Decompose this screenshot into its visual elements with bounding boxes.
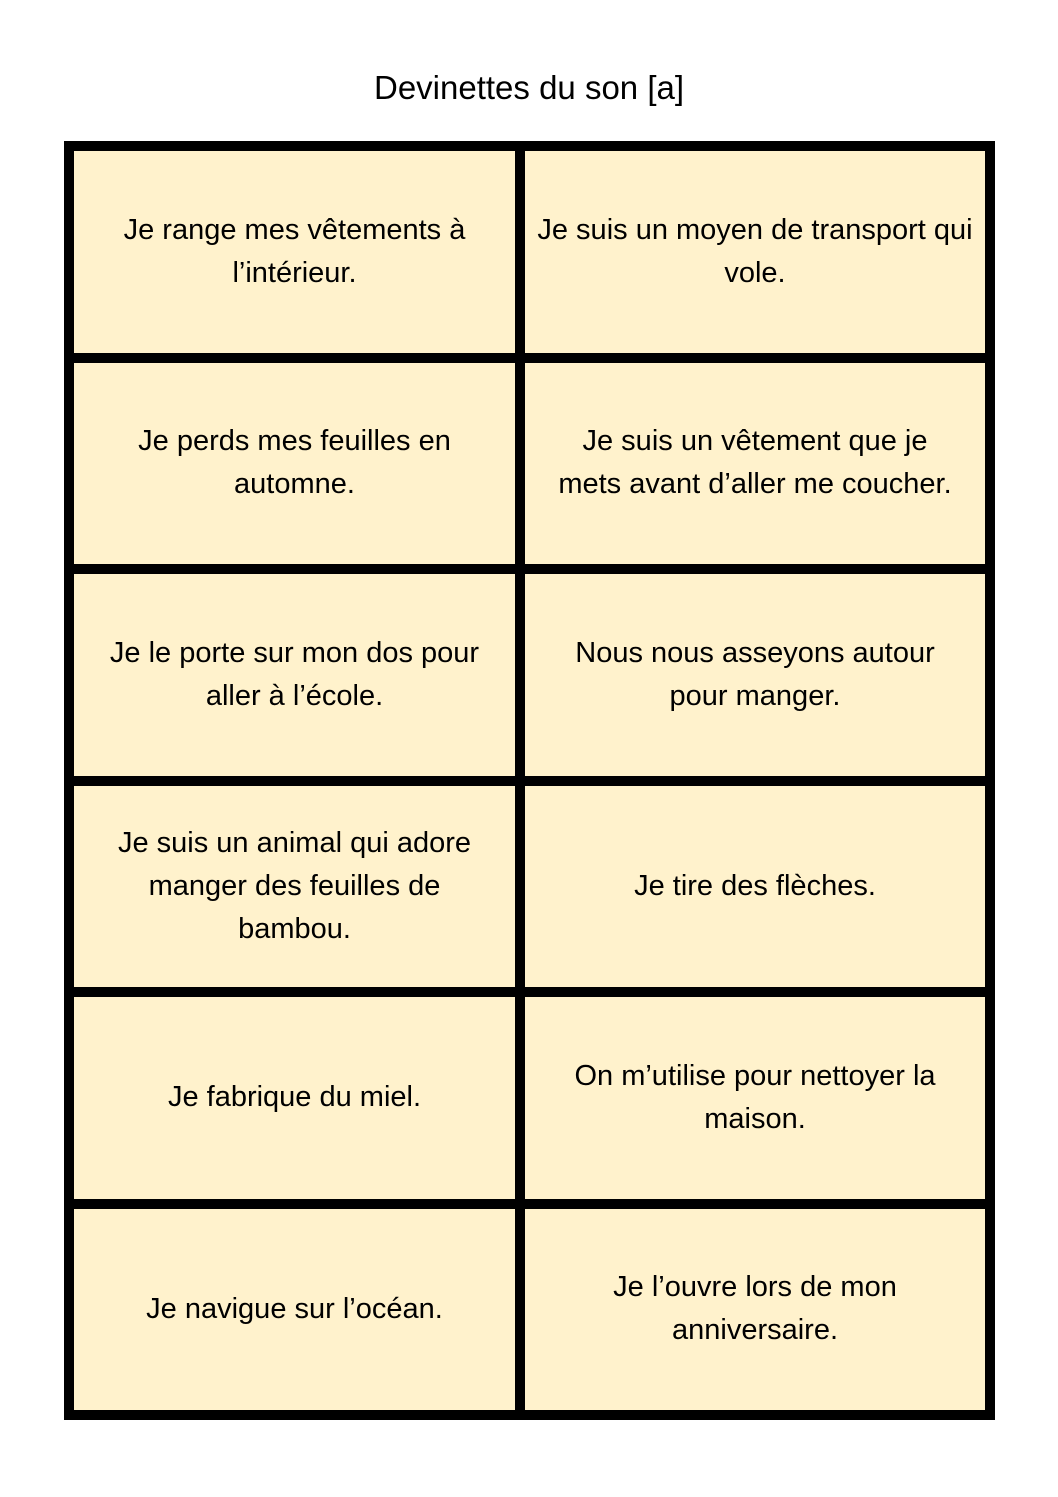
riddle-text: Nous nous asseyons autour pour manger. bbox=[575, 636, 935, 712]
riddle-text: On m’utilise pour nettoyer la maison. bbox=[574, 1059, 936, 1135]
page-title: Devinettes du son [a] bbox=[373, 69, 685, 106]
riddle-text: Je l’ouvre lors de mon anniversaire. bbox=[613, 1271, 897, 1347]
riddle-text: Je suis un animal qui adore manger des feuilles de bambou. bbox=[117, 826, 472, 945]
riddle-card bbox=[74, 1209, 515, 1411]
riddle-card bbox=[74, 151, 515, 353]
riddle-text: Je perds mes feuilles en automne. bbox=[138, 425, 451, 501]
riddle-card bbox=[525, 574, 985, 776]
riddle-card bbox=[525, 151, 985, 353]
riddle-card bbox=[74, 574, 515, 776]
riddle-card bbox=[74, 786, 515, 988]
riddle-card bbox=[525, 786, 985, 988]
riddle-text: Je fabrique du miel. bbox=[167, 1081, 422, 1114]
riddle-card bbox=[525, 363, 985, 565]
riddle-text: Je suis un moyen de transport qui vole. bbox=[537, 213, 973, 289]
riddle-card-grid bbox=[64, 141, 995, 1420]
riddle-card bbox=[525, 1209, 985, 1411]
riddle-card bbox=[525, 997, 985, 1199]
riddle-card bbox=[74, 363, 515, 565]
riddle-card bbox=[74, 997, 515, 1199]
riddle-text: Je suis un vêtement que je mets avant d’aller me coucher. bbox=[558, 425, 952, 501]
riddle-text: Je le porte sur mon dos pour aller à l’école. bbox=[109, 636, 480, 712]
riddle-text: Je tire des flèches. bbox=[634, 869, 876, 902]
riddle-text: Je navigue sur l’océan. bbox=[146, 1292, 443, 1325]
riddle-text: Je range mes vêtements à l’intérieur. bbox=[123, 213, 466, 289]
